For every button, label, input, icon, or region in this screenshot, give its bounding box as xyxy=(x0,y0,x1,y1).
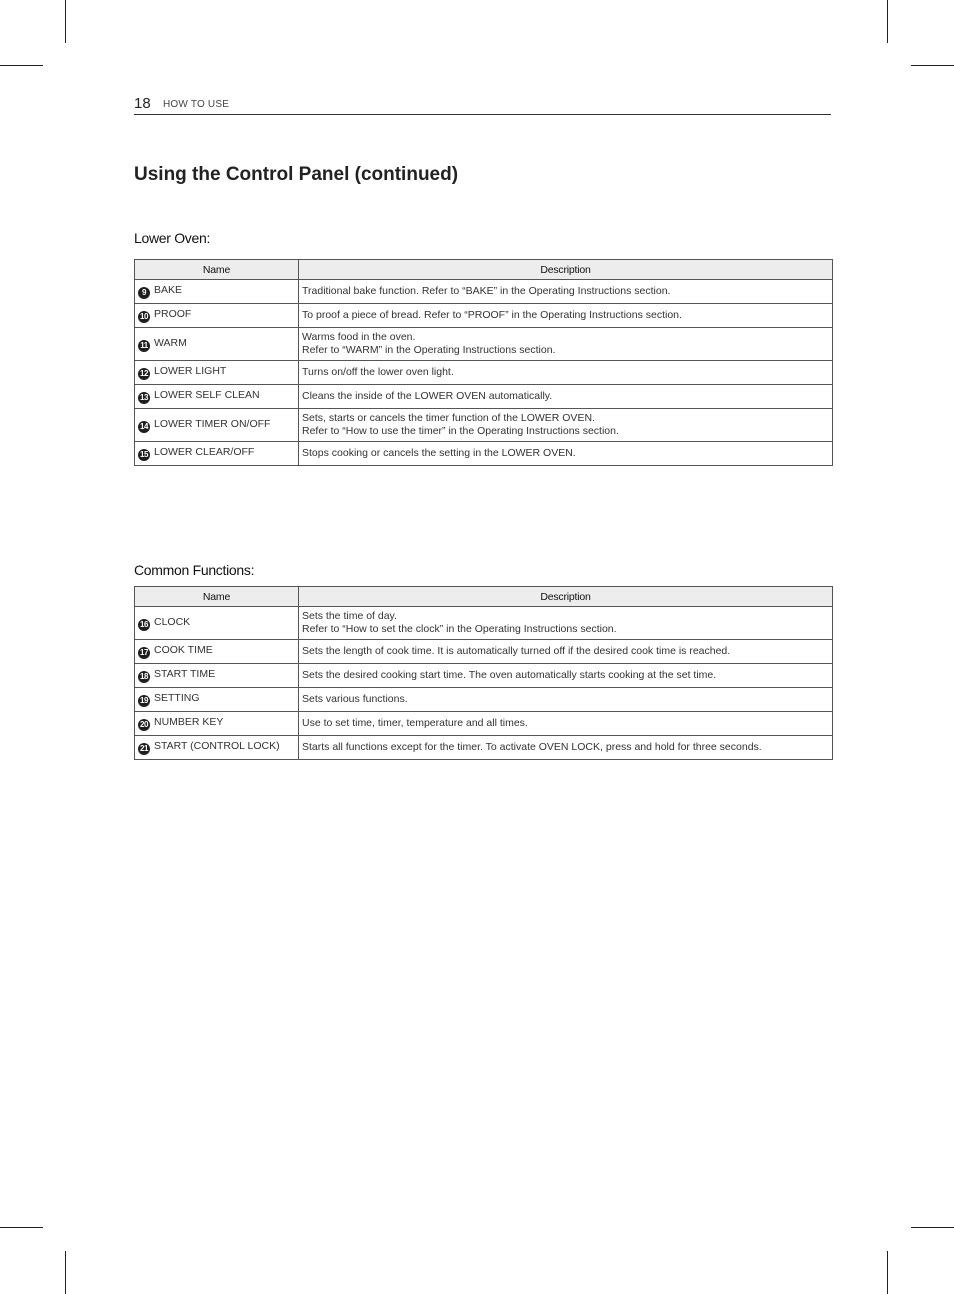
description-text: Turns on/off the lower oven light. xyxy=(302,366,454,378)
description-text: Sets the time of day. xyxy=(302,610,397,622)
description-cell xyxy=(299,607,833,640)
function-name: LOWER SELF CLEAN xyxy=(154,389,260,401)
table-row xyxy=(135,607,833,640)
name-column-header: Name xyxy=(135,587,299,607)
number-badge: 20 xyxy=(138,719,150,731)
crop-mark xyxy=(0,1227,43,1228)
number-badge: 19 xyxy=(138,695,150,707)
description-text: Traditional bake function. Refer to “BAKE” in the Operating Instructions section. xyxy=(302,285,671,297)
number-badge: 12 xyxy=(138,368,150,380)
table-row xyxy=(135,304,833,328)
function-name: NUMBER KEY xyxy=(154,716,224,728)
number-badge: 10 xyxy=(138,311,150,323)
crop-mark xyxy=(65,0,66,43)
name-cell xyxy=(135,328,299,361)
description-text: Stops cooking or cancels the setting in the LOWER OVEN. xyxy=(302,447,576,459)
description-cell xyxy=(299,328,833,361)
number-badge: 13 xyxy=(138,392,150,404)
table-row xyxy=(135,640,833,664)
table-row xyxy=(135,328,833,361)
description-cell xyxy=(299,442,833,466)
function-name: LOWER LIGHT xyxy=(154,365,227,377)
section-name: HOW TO USE xyxy=(163,99,230,110)
description-cell xyxy=(299,361,833,385)
name-cell xyxy=(135,736,299,760)
description-text: Warms food in the oven. xyxy=(302,331,416,343)
description-text: Sets the length of cook time. It is automatically turned off if the desired cook time is reached. xyxy=(302,645,731,657)
number-badge: 9 xyxy=(138,287,150,299)
crop-mark xyxy=(887,1251,888,1294)
description-column-header: Description xyxy=(299,260,833,280)
table-row xyxy=(135,409,833,442)
common-functions-table xyxy=(134,586,833,760)
function-name: WARM xyxy=(154,336,187,349)
number-badge: 15 xyxy=(138,449,150,461)
crop-mark xyxy=(65,1251,66,1294)
number-badge: 18 xyxy=(138,671,150,683)
table-row xyxy=(135,280,833,304)
description-text: To proof a piece of bread. Refer to “PROOF” in the Operating Instructions section. xyxy=(302,309,682,321)
function-name: START (CONTROL LOCK) xyxy=(154,740,280,752)
name-cell xyxy=(135,712,299,736)
name-cell xyxy=(135,409,299,442)
table-row xyxy=(135,361,833,385)
crop-mark xyxy=(0,65,43,66)
function-name: LOWER CLEAR/OFF xyxy=(154,446,255,458)
number-badge: 16 xyxy=(138,619,150,631)
function-name: CLOCK xyxy=(154,615,191,628)
name-cell xyxy=(135,664,299,688)
table-header-row xyxy=(135,587,833,607)
function-name: LOWER TIMER ON/OFF xyxy=(154,417,271,430)
description-cell xyxy=(299,736,833,760)
description-cell xyxy=(299,280,833,304)
function-name: START TIME xyxy=(154,668,216,680)
name-cell xyxy=(135,442,299,466)
description-text: Refer to “WARM” in the Operating Instructions section. xyxy=(302,344,556,356)
description-cell xyxy=(299,409,833,442)
lower-oven-table xyxy=(134,259,833,466)
common-functions-heading: Common Functions: xyxy=(134,562,255,578)
description-text: Sets various functions. xyxy=(302,693,408,705)
table-row xyxy=(135,688,833,712)
function-name: SETTING xyxy=(154,692,200,704)
number-badge: 17 xyxy=(138,647,150,659)
description-cell xyxy=(299,664,833,688)
crop-mark xyxy=(887,0,888,43)
name-cell xyxy=(135,640,299,664)
description-cell xyxy=(299,712,833,736)
function-name: PROOF xyxy=(154,308,192,320)
table-row xyxy=(135,385,833,409)
crop-mark xyxy=(911,65,954,66)
crop-mark xyxy=(911,1227,954,1228)
description-cell xyxy=(299,385,833,409)
description-text: Refer to “How to set the clock” in the Operating Instructions section. xyxy=(302,623,617,635)
function-name: COOK TIME xyxy=(154,644,213,656)
name-cell xyxy=(135,385,299,409)
description-text: Refer to “How to use the timer” in the Operating Instructions section. xyxy=(302,425,619,437)
description-text: Cleans the inside of the LOWER OVEN automatically. xyxy=(302,390,553,402)
table-header-row xyxy=(135,260,833,280)
table-row xyxy=(135,736,833,760)
name-column-header: Name xyxy=(135,260,299,280)
table-row xyxy=(135,712,833,736)
number-badge: 11 xyxy=(138,340,150,352)
description-cell xyxy=(299,688,833,712)
name-cell xyxy=(135,304,299,328)
description-text: Use to set time, timer, temperature and all times. xyxy=(302,717,528,729)
description-cell xyxy=(299,304,833,328)
description-cell xyxy=(299,640,833,664)
description-text: Sets, starts or cancels the timer function of the LOWER OVEN. xyxy=(302,412,595,424)
description-text: Sets the desired cooking start time. The oven automatically starts cooking at the set time. xyxy=(302,669,717,681)
table-row xyxy=(135,442,833,466)
description-text: Starts all functions except for the timer. To activate OVEN LOCK, press and hold for three seconds. xyxy=(302,741,762,753)
name-cell xyxy=(135,280,299,304)
page-title: Using the Control Panel (continued) xyxy=(134,164,459,185)
number-badge: 21 xyxy=(138,743,150,755)
page-number: 18 xyxy=(134,95,151,112)
number-badge: 14 xyxy=(138,421,150,433)
name-cell xyxy=(135,688,299,712)
function-name: BAKE xyxy=(154,284,183,296)
name-cell xyxy=(135,361,299,385)
table-row xyxy=(135,664,833,688)
page-header xyxy=(134,95,831,115)
name-cell xyxy=(135,607,299,640)
lower-oven-heading: Lower Oven: xyxy=(134,230,211,246)
description-column-header: Description xyxy=(299,587,833,607)
